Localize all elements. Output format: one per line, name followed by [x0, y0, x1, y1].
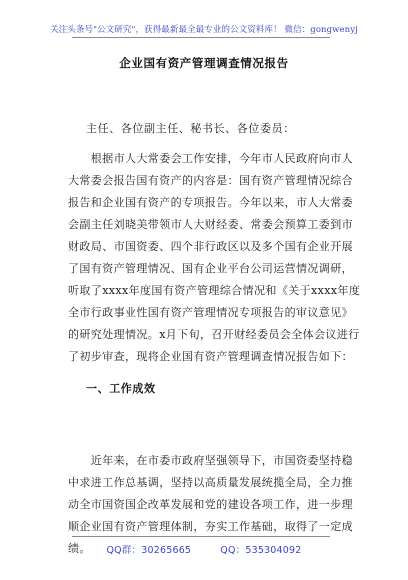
- header-banner: 关注头条号"公文研究"，获得最新最全最专业的公文资料库！ 微信：gongwenyj: [50, 25, 358, 35]
- footer-divider: [72, 536, 330, 537]
- paragraph-line: 全市行政事业性国有资产管理情况专项报告的审议意见》: [68, 306, 353, 319]
- paragraph-line: 顺企业国有资产管理体制，夯实工作基础，取得了一定成: [68, 520, 353, 533]
- paragraph-line: 会副主任刘晓美带领市人大财经委、常委会预算工委到市: [68, 218, 353, 231]
- document-title: 企业国有资产管理调查情况报告: [119, 56, 289, 70]
- header-divider: [72, 37, 330, 38]
- paragraph-line: 根据市人大常委会工作安排，今年市人民政府向市人: [68, 152, 353, 165]
- paragraph-line: 动全市国资国企改革发展和党的建设各项工作，进一步理: [68, 498, 353, 511]
- paragraph-line: 中求进工作总基调，坚持以高质量发展统揽全局，全力推: [68, 476, 353, 489]
- paragraph-line: 财政局、市国资委、四个非行政区以及多个国有企业开展: [68, 240, 353, 253]
- section-heading: 一、工作成效: [86, 382, 156, 395]
- paragraph-line: 报告和企业国有资产的专项报告。今年以来，市人大常委: [68, 196, 353, 209]
- paragraph-line: 近年来，在市委市政府坚强领导下，市国资委坚持稳: [68, 454, 353, 467]
- paragraph-line: 了初步审查，现将企业国有资产管理调查情况报告如下：: [68, 350, 353, 363]
- paragraph-line: 听取了xxxx年度国有资产管理综合情况和《关于xxxx年度: [68, 284, 361, 297]
- paragraph-intro: [68, 148, 361, 368]
- footer-contact: QQ群：30265665 QQ：535304092: [106, 545, 302, 556]
- paragraph-line: 大常委会报告国有资产的内容是：国有资产管理情况综合: [68, 174, 353, 187]
- salutation: 主任、各位副主任、秘书长、各位委员：: [86, 122, 295, 135]
- paragraph-line: 了国有资产管理情况、国有企业平台公司运营情况调研，: [68, 262, 353, 275]
- paragraph-line: 绩。: [68, 542, 91, 555]
- page-header: [0, 0, 408, 38]
- paragraph-line: 的研究处理情况。x月下旬，召开财经委员会全体会议进行: [68, 328, 360, 341]
- page-footer: [0, 536, 408, 576]
